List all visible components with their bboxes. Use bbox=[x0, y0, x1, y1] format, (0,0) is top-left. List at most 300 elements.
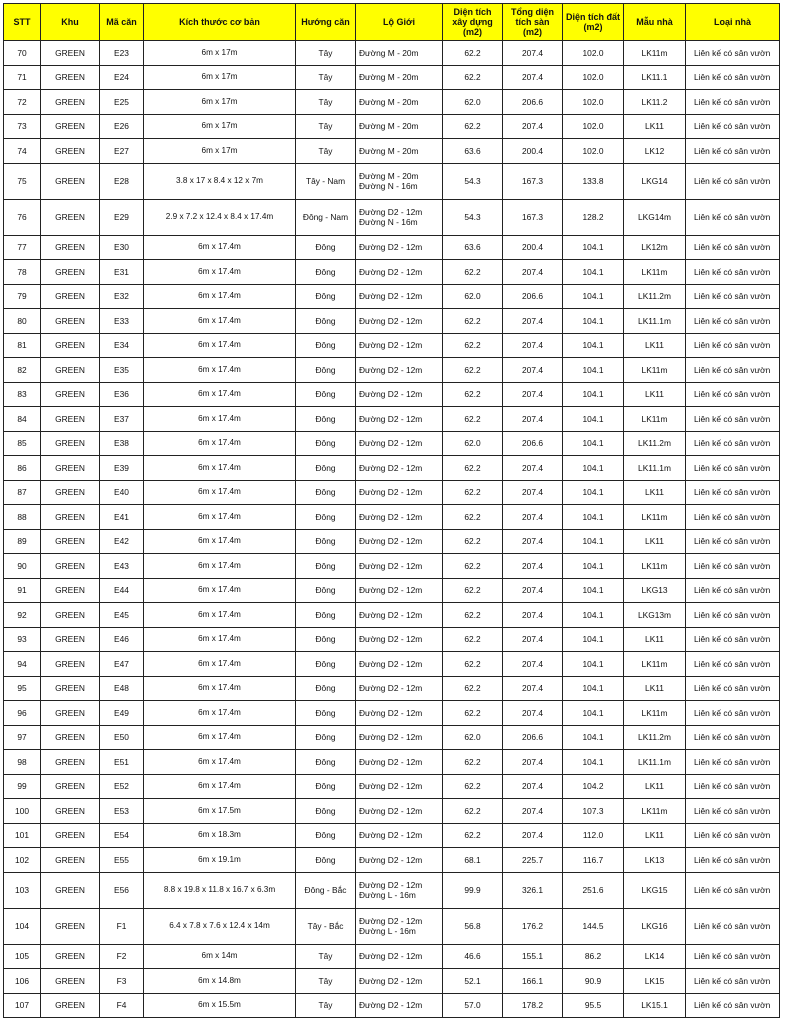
cell-stt: 106 bbox=[4, 969, 41, 994]
cell-dt-xay-dung: 62.0 bbox=[443, 431, 503, 456]
cell-huong: Đông bbox=[296, 750, 356, 775]
cell-mau-nha: LKG15 bbox=[624, 872, 686, 908]
cell-lo-gioi bbox=[356, 139, 443, 164]
cell-khu: GREEN bbox=[41, 872, 100, 908]
cell-dt-dat: 104.1 bbox=[563, 358, 624, 383]
cell-lo-gioi bbox=[356, 872, 443, 908]
cell-huong: Tây bbox=[296, 114, 356, 139]
table-row bbox=[4, 701, 780, 726]
cell-loai-nha: Liên kế có sân vườn bbox=[686, 554, 780, 579]
cell-tong-dt-san: 200.4 bbox=[503, 139, 563, 164]
cell-dt-dat: 104.1 bbox=[563, 578, 624, 603]
cell-ma-can: E48 bbox=[100, 676, 144, 701]
cell-loai-nha: Liên kế có sân vườn bbox=[686, 309, 780, 334]
cell-khu: GREEN bbox=[41, 333, 100, 358]
cell-stt: 101 bbox=[4, 823, 41, 848]
cell-khu: GREEN bbox=[41, 676, 100, 701]
cell-khu: GREEN bbox=[41, 529, 100, 554]
cell-tong-dt-san: 155.1 bbox=[503, 944, 563, 969]
cell-tong-dt-san: 207.4 bbox=[503, 407, 563, 432]
cell-loai-nha: Liên kế có sân vườn bbox=[686, 848, 780, 873]
cell-dt-dat: 104.1 bbox=[563, 260, 624, 285]
lo-gioi-line: Đường D2 - 12m bbox=[359, 707, 423, 718]
cell-huong: Tây bbox=[296, 969, 356, 994]
cell-kich-thuoc: 6m x 17m bbox=[144, 114, 296, 139]
cell-huong: Đông bbox=[296, 260, 356, 285]
lo-gioi-line: Đường D2 - 12m bbox=[359, 364, 423, 375]
lo-gioi-line: Đường M - 20m bbox=[359, 72, 419, 83]
cell-huong: Tây bbox=[296, 41, 356, 66]
cell-lo-gioi bbox=[356, 725, 443, 750]
cell-dt-xay-dung: 62.2 bbox=[443, 456, 503, 481]
table-body bbox=[4, 41, 780, 1018]
table-row bbox=[4, 358, 780, 383]
cell-lo-gioi bbox=[356, 199, 443, 235]
table-row bbox=[4, 908, 780, 944]
lo-gioi-line: Đường D2 - 12m bbox=[359, 634, 423, 645]
cell-kich-thuoc: 6m x 17.4m bbox=[144, 407, 296, 432]
cell-huong: Đông bbox=[296, 701, 356, 726]
lo-gioi-line: Đường D2 - 12m bbox=[359, 585, 423, 596]
cell-huong: Tây bbox=[296, 944, 356, 969]
lo-gioi-line: Đường D2 - 12m bbox=[359, 732, 423, 743]
table-row bbox=[4, 799, 780, 824]
cell-lo-gioi bbox=[356, 431, 443, 456]
cell-mau-nha: LK11m bbox=[624, 554, 686, 579]
cell-dt-dat: 102.0 bbox=[563, 114, 624, 139]
cell-tong-dt-san: 207.4 bbox=[503, 382, 563, 407]
cell-ma-can: F4 bbox=[100, 993, 144, 1018]
cell-stt: 93 bbox=[4, 627, 41, 652]
cell-loai-nha: Liên kế có sân vườn bbox=[686, 480, 780, 505]
cell-kich-thuoc: 8.8 x 19.8 x 11.8 x 16.7 x 6.3m bbox=[144, 872, 296, 908]
cell-stt: 91 bbox=[4, 578, 41, 603]
cell-tong-dt-san: 166.1 bbox=[503, 969, 563, 994]
cell-mau-nha: LK11.2 bbox=[624, 90, 686, 115]
cell-stt: 81 bbox=[4, 333, 41, 358]
cell-dt-xay-dung: 62.2 bbox=[443, 774, 503, 799]
cell-dt-xay-dung: 52.1 bbox=[443, 969, 503, 994]
cell-dt-dat: 144.5 bbox=[563, 908, 624, 944]
cell-kich-thuoc: 6m x 17m bbox=[144, 139, 296, 164]
cell-stt: 99 bbox=[4, 774, 41, 799]
cell-mau-nha: LKG13 bbox=[624, 578, 686, 603]
cell-lo-gioi bbox=[356, 163, 443, 199]
cell-dt-xay-dung: 62.2 bbox=[443, 554, 503, 579]
cell-kich-thuoc: 6.4 x 7.8 x 7.6 x 12.4 x 14m bbox=[144, 908, 296, 944]
cell-kich-thuoc: 6m x 17.4m bbox=[144, 676, 296, 701]
cell-kich-thuoc: 6m x 17.4m bbox=[144, 431, 296, 456]
cell-tong-dt-san: 207.4 bbox=[503, 823, 563, 848]
table-row bbox=[4, 407, 780, 432]
cell-lo-gioi bbox=[356, 529, 443, 554]
cell-huong: Đông - Bắc bbox=[296, 872, 356, 908]
cell-dt-dat: 90.9 bbox=[563, 969, 624, 994]
cell-loai-nha: Liên kế có sân vườn bbox=[686, 676, 780, 701]
cell-kich-thuoc: 6m x 17.4m bbox=[144, 652, 296, 677]
cell-khu: GREEN bbox=[41, 480, 100, 505]
cell-tong-dt-san: 207.4 bbox=[503, 456, 563, 481]
cell-kich-thuoc: 6m x 17.4m bbox=[144, 603, 296, 628]
cell-dt-dat: 104.1 bbox=[563, 652, 624, 677]
cell-loai-nha: Liên kế có sân vườn bbox=[686, 505, 780, 530]
table-row bbox=[4, 652, 780, 677]
cell-dt-dat: 104.1 bbox=[563, 701, 624, 726]
cell-huong: Đông bbox=[296, 554, 356, 579]
cell-stt: 90 bbox=[4, 554, 41, 579]
cell-kich-thuoc: 6m x 17.4m bbox=[144, 382, 296, 407]
cell-ma-can: E42 bbox=[100, 529, 144, 554]
cell-kich-thuoc: 6m x 14.8m bbox=[144, 969, 296, 994]
table-row bbox=[4, 480, 780, 505]
cell-lo-gioi bbox=[356, 774, 443, 799]
cell-khu: GREEN bbox=[41, 199, 100, 235]
cell-mau-nha: LK11.1 bbox=[624, 65, 686, 90]
cell-ma-can: E32 bbox=[100, 284, 144, 309]
cell-lo-gioi bbox=[356, 993, 443, 1018]
cell-mau-nha: LK11.2m bbox=[624, 284, 686, 309]
cell-huong: Đông bbox=[296, 333, 356, 358]
cell-kich-thuoc: 6m x 17.4m bbox=[144, 554, 296, 579]
cell-tong-dt-san: 167.3 bbox=[503, 199, 563, 235]
cell-huong: Tây bbox=[296, 65, 356, 90]
cell-khu: GREEN bbox=[41, 554, 100, 579]
cell-huong: Đông bbox=[296, 848, 356, 873]
cell-tong-dt-san: 176.2 bbox=[503, 908, 563, 944]
cell-tong-dt-san: 207.4 bbox=[503, 309, 563, 334]
cell-kich-thuoc: 6m x 17m bbox=[144, 41, 296, 66]
cell-loai-nha: Liên kế có sân vườn bbox=[686, 382, 780, 407]
lo-gioi-line: Đường D2 - 12m bbox=[359, 340, 423, 351]
cell-dt-dat: 104.1 bbox=[563, 554, 624, 579]
cell-loai-nha: Liên kế có sân vườn bbox=[686, 652, 780, 677]
cell-tong-dt-san: 207.4 bbox=[503, 505, 563, 530]
cell-dt-dat: 104.1 bbox=[563, 235, 624, 260]
cell-khu: GREEN bbox=[41, 235, 100, 260]
cell-dt-dat: 104.1 bbox=[563, 627, 624, 652]
cell-dt-xay-dung: 54.3 bbox=[443, 199, 503, 235]
cell-tong-dt-san: 207.4 bbox=[503, 480, 563, 505]
cell-lo-gioi bbox=[356, 750, 443, 775]
cell-huong: Đông bbox=[296, 505, 356, 530]
cell-dt-dat: 104.1 bbox=[563, 309, 624, 334]
cell-lo-gioi bbox=[356, 554, 443, 579]
cell-ma-can: E44 bbox=[100, 578, 144, 603]
cell-huong: Đông bbox=[296, 799, 356, 824]
header-dt-xay-dung: Diện tích xây dựng (m2) bbox=[443, 4, 503, 41]
cell-dt-dat: 95.5 bbox=[563, 993, 624, 1018]
cell-ma-can: E45 bbox=[100, 603, 144, 628]
cell-dt-xay-dung: 62.2 bbox=[443, 65, 503, 90]
cell-dt-xay-dung: 62.2 bbox=[443, 260, 503, 285]
cell-khu: GREEN bbox=[41, 41, 100, 66]
cell-loai-nha: Liên kế có sân vườn bbox=[686, 260, 780, 285]
header-stt: STT bbox=[4, 4, 41, 41]
cell-dt-dat: 116.7 bbox=[563, 848, 624, 873]
cell-dt-dat: 112.0 bbox=[563, 823, 624, 848]
cell-dt-xay-dung: 63.6 bbox=[443, 139, 503, 164]
cell-kich-thuoc: 6m x 17.5m bbox=[144, 799, 296, 824]
header-row bbox=[4, 4, 780, 41]
table-row bbox=[4, 333, 780, 358]
cell-loai-nha: Liên kế có sân vườn bbox=[686, 908, 780, 944]
cell-tong-dt-san: 225.7 bbox=[503, 848, 563, 873]
table-row bbox=[4, 627, 780, 652]
cell-mau-nha: LKG14m bbox=[624, 199, 686, 235]
cell-dt-xay-dung: 56.8 bbox=[443, 908, 503, 944]
cell-mau-nha: LK11m bbox=[624, 407, 686, 432]
cell-stt: 96 bbox=[4, 701, 41, 726]
cell-loai-nha: Liên kế có sân vườn bbox=[686, 774, 780, 799]
cell-ma-can: E31 bbox=[100, 260, 144, 285]
cell-dt-dat: 102.0 bbox=[563, 90, 624, 115]
cell-mau-nha: LK11m bbox=[624, 260, 686, 285]
cell-ma-can: E35 bbox=[100, 358, 144, 383]
cell-mau-nha: LK15 bbox=[624, 969, 686, 994]
cell-lo-gioi bbox=[356, 627, 443, 652]
cell-lo-gioi bbox=[356, 578, 443, 603]
cell-kich-thuoc: 6m x 17.4m bbox=[144, 235, 296, 260]
table-row bbox=[4, 456, 780, 481]
cell-khu: GREEN bbox=[41, 848, 100, 873]
cell-mau-nha: LKG16 bbox=[624, 908, 686, 944]
cell-khu: GREEN bbox=[41, 750, 100, 775]
lo-gioi-line: Đường D2 - 12m bbox=[359, 916, 423, 926]
lo-gioi-line: Đường L - 16m bbox=[359, 890, 416, 900]
cell-loai-nha: Liên kế có sân vườn bbox=[686, 603, 780, 628]
table-row bbox=[4, 41, 780, 66]
header-ma-can: Mã căn bbox=[100, 4, 144, 41]
cell-mau-nha: LK11m bbox=[624, 701, 686, 726]
cell-ma-can: E23 bbox=[100, 41, 144, 66]
cell-dt-xay-dung: 62.2 bbox=[443, 41, 503, 66]
lo-gioi-line: Đường D2 - 12m bbox=[359, 683, 423, 694]
cell-ma-can: E53 bbox=[100, 799, 144, 824]
cell-mau-nha: LK11.2m bbox=[624, 725, 686, 750]
lo-gioi-line: Đường L - 16m bbox=[359, 926, 416, 936]
cell-kich-thuoc: 6m x 17.4m bbox=[144, 701, 296, 726]
cell-lo-gioi bbox=[356, 848, 443, 873]
cell-dt-xay-dung: 62.2 bbox=[443, 480, 503, 505]
table-row bbox=[4, 774, 780, 799]
table-row bbox=[4, 969, 780, 994]
cell-stt: 94 bbox=[4, 652, 41, 677]
cell-stt: 79 bbox=[4, 284, 41, 309]
cell-khu: GREEN bbox=[41, 431, 100, 456]
cell-dt-dat: 102.0 bbox=[563, 139, 624, 164]
cell-lo-gioi bbox=[356, 823, 443, 848]
cell-kich-thuoc: 6m x 17.4m bbox=[144, 260, 296, 285]
cell-lo-gioi bbox=[356, 799, 443, 824]
cell-ma-can: E25 bbox=[100, 90, 144, 115]
table-row bbox=[4, 90, 780, 115]
lo-gioi-line: Đường D2 - 12m bbox=[359, 438, 423, 449]
cell-lo-gioi bbox=[356, 407, 443, 432]
cell-mau-nha: LK15.1 bbox=[624, 993, 686, 1018]
cell-huong: Đông bbox=[296, 529, 356, 554]
cell-dt-dat: 102.0 bbox=[563, 65, 624, 90]
cell-loai-nha: Liên kế có sân vườn bbox=[686, 578, 780, 603]
cell-ma-can: E27 bbox=[100, 139, 144, 164]
lo-gioi-line: Đường D2 - 12m bbox=[359, 805, 423, 816]
cell-loai-nha: Liên kế có sân vườn bbox=[686, 750, 780, 775]
cell-loai-nha: Liên kế có sân vườn bbox=[686, 139, 780, 164]
cell-huong: Tây bbox=[296, 90, 356, 115]
cell-mau-nha: LK11 bbox=[624, 114, 686, 139]
cell-lo-gioi bbox=[356, 908, 443, 944]
table-row bbox=[4, 993, 780, 1018]
cell-khu: GREEN bbox=[41, 284, 100, 309]
cell-tong-dt-san: 206.6 bbox=[503, 284, 563, 309]
cell-mau-nha: LK11m bbox=[624, 652, 686, 677]
cell-dt-dat: 104.1 bbox=[563, 725, 624, 750]
table-row bbox=[4, 114, 780, 139]
lo-gioi-line: Đường D2 - 12m bbox=[359, 242, 423, 253]
cell-mau-nha: LK11.1m bbox=[624, 456, 686, 481]
cell-loai-nha: Liên kế có sân vườn bbox=[686, 284, 780, 309]
cell-loai-nha: Liên kế có sân vườn bbox=[686, 993, 780, 1018]
cell-dt-xay-dung: 62.2 bbox=[443, 750, 503, 775]
cell-dt-xay-dung: 62.2 bbox=[443, 799, 503, 824]
cell-dt-xay-dung: 62.2 bbox=[443, 823, 503, 848]
cell-loai-nha: Liên kế có sân vườn bbox=[686, 163, 780, 199]
cell-stt: 72 bbox=[4, 90, 41, 115]
table-row bbox=[4, 284, 780, 309]
cell-mau-nha: LK11m bbox=[624, 505, 686, 530]
cell-kich-thuoc: 6m x 17.4m bbox=[144, 505, 296, 530]
cell-kich-thuoc: 6m x 17.4m bbox=[144, 333, 296, 358]
cell-khu: GREEN bbox=[41, 260, 100, 285]
cell-dt-dat: 104.1 bbox=[563, 529, 624, 554]
cell-khu: GREEN bbox=[41, 799, 100, 824]
table-row bbox=[4, 163, 780, 199]
cell-khu: GREEN bbox=[41, 603, 100, 628]
table-row bbox=[4, 199, 780, 235]
cell-mau-nha: LK12 bbox=[624, 139, 686, 164]
cell-khu: GREEN bbox=[41, 114, 100, 139]
cell-stt: 87 bbox=[4, 480, 41, 505]
cell-dt-xay-dung: 62.2 bbox=[443, 333, 503, 358]
cell-kich-thuoc: 3.8 x 17 x 8.4 x 12 x 7m bbox=[144, 163, 296, 199]
lo-gioi-line: Đường D2 - 12m bbox=[359, 291, 423, 302]
cell-loai-nha: Liên kế có sân vườn bbox=[686, 358, 780, 383]
cell-dt-dat: 86.2 bbox=[563, 944, 624, 969]
cell-ma-can: E52 bbox=[100, 774, 144, 799]
cell-stt: 97 bbox=[4, 725, 41, 750]
cell-ma-can: F3 bbox=[100, 969, 144, 994]
cell-tong-dt-san: 200.4 bbox=[503, 235, 563, 260]
cell-huong: Đông bbox=[296, 578, 356, 603]
cell-mau-nha: LK11.1m bbox=[624, 750, 686, 775]
lo-gioi-line: Đường M - 20m bbox=[359, 171, 419, 181]
cell-khu: GREEN bbox=[41, 65, 100, 90]
cell-kich-thuoc: 6m x 17.4m bbox=[144, 284, 296, 309]
lo-gioi-line: Đường D2 - 12m bbox=[359, 560, 423, 571]
lo-gioi-line: Đường D2 - 12m bbox=[359, 413, 423, 424]
cell-stt: 71 bbox=[4, 65, 41, 90]
cell-dt-xay-dung: 62.2 bbox=[443, 382, 503, 407]
lo-gioi-line: Đường N - 16m bbox=[359, 181, 418, 191]
cell-huong: Đông bbox=[296, 309, 356, 334]
cell-dt-dat: 104.1 bbox=[563, 676, 624, 701]
cell-stt: 84 bbox=[4, 407, 41, 432]
cell-stt: 85 bbox=[4, 431, 41, 456]
cell-dt-dat: 104.1 bbox=[563, 456, 624, 481]
header-mau-nha: Mẫu nhà bbox=[624, 4, 686, 41]
table-row bbox=[4, 554, 780, 579]
cell-tong-dt-san: 206.6 bbox=[503, 90, 563, 115]
cell-lo-gioi bbox=[356, 284, 443, 309]
cell-ma-can: E28 bbox=[100, 163, 144, 199]
cell-mau-nha: LKG14 bbox=[624, 163, 686, 199]
cell-dt-dat: 102.0 bbox=[563, 41, 624, 66]
cell-dt-dat: 104.2 bbox=[563, 774, 624, 799]
cell-huong: Đông bbox=[296, 603, 356, 628]
header-tong-dt-san: Tổng diện tích sàn (m2) bbox=[503, 4, 563, 41]
cell-stt: 74 bbox=[4, 139, 41, 164]
cell-loai-nha: Liên kế có sân vườn bbox=[686, 872, 780, 908]
cell-lo-gioi bbox=[356, 652, 443, 677]
cell-stt: 89 bbox=[4, 529, 41, 554]
cell-stt: 70 bbox=[4, 41, 41, 66]
cell-dt-xay-dung: 62.2 bbox=[443, 529, 503, 554]
lo-gioi-line: Đường D2 - 12m bbox=[359, 315, 423, 326]
lo-gioi-line: Đường D2 - 12m bbox=[359, 487, 423, 498]
cell-lo-gioi bbox=[356, 235, 443, 260]
cell-lo-gioi bbox=[356, 260, 443, 285]
cell-tong-dt-san: 207.4 bbox=[503, 750, 563, 775]
cell-huong: Đông bbox=[296, 480, 356, 505]
cell-dt-dat: 107.3 bbox=[563, 799, 624, 824]
lo-gioi-line: Đường D2 - 12m bbox=[359, 830, 423, 841]
cell-lo-gioi bbox=[356, 65, 443, 90]
cell-mau-nha: LK11m bbox=[624, 799, 686, 824]
cell-dt-xay-dung: 62.2 bbox=[443, 114, 503, 139]
cell-dt-xay-dung: 62.2 bbox=[443, 358, 503, 383]
cell-tong-dt-san: 178.2 bbox=[503, 993, 563, 1018]
table-row bbox=[4, 235, 780, 260]
lo-gioi-line: Đường D2 - 12m bbox=[359, 1000, 423, 1011]
cell-tong-dt-san: 206.6 bbox=[503, 431, 563, 456]
header-huong-can: Hướng căn bbox=[296, 4, 356, 41]
lo-gioi-line: Đường D2 - 12m bbox=[359, 756, 423, 767]
lo-gioi-line: Đường M - 20m bbox=[359, 121, 419, 132]
cell-khu: GREEN bbox=[41, 944, 100, 969]
cell-ma-can: E37 bbox=[100, 407, 144, 432]
header-dt-dat: Diện tích đất (m2) bbox=[563, 4, 624, 41]
cell-ma-can: E36 bbox=[100, 382, 144, 407]
cell-dt-xay-dung: 62.2 bbox=[443, 309, 503, 334]
cell-loai-nha: Liên kế có sân vườn bbox=[686, 799, 780, 824]
lo-gioi-line: Đường D2 - 12m bbox=[359, 207, 423, 217]
cell-kich-thuoc: 6m x 17.4m bbox=[144, 774, 296, 799]
header-loai-nha: Loại nhà bbox=[686, 4, 780, 41]
cell-loai-nha: Liên kế có sân vườn bbox=[686, 235, 780, 260]
cell-dt-xay-dung: 62.2 bbox=[443, 627, 503, 652]
cell-huong: Tây - Nam bbox=[296, 163, 356, 199]
cell-ma-can: E40 bbox=[100, 480, 144, 505]
cell-dt-dat: 251.6 bbox=[563, 872, 624, 908]
cell-huong: Đông bbox=[296, 382, 356, 407]
cell-dt-xay-dung: 62.2 bbox=[443, 578, 503, 603]
lo-gioi-line: Đường D2 - 12m bbox=[359, 781, 423, 792]
cell-huong: Đông bbox=[296, 627, 356, 652]
cell-mau-nha: LK11 bbox=[624, 774, 686, 799]
cell-lo-gioi bbox=[356, 333, 443, 358]
cell-tong-dt-san: 207.4 bbox=[503, 701, 563, 726]
cell-huong: Đông bbox=[296, 431, 356, 456]
cell-khu: GREEN bbox=[41, 627, 100, 652]
